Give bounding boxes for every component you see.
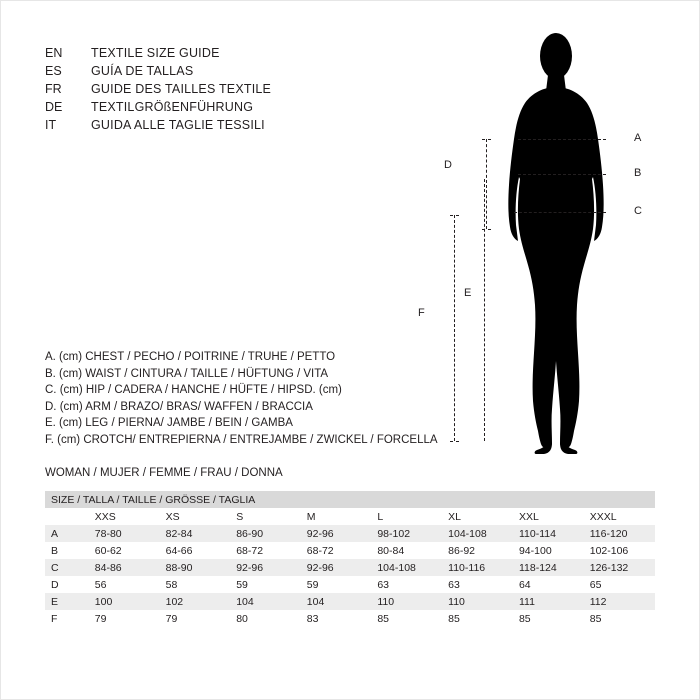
table-row xyxy=(45,610,655,627)
cell: 84-86 xyxy=(89,559,160,576)
cell: 102-106 xyxy=(584,542,655,559)
legend-item: F. (cm) CROTCH/ ENTREPIERNA / ENTREJAMBE / ZWICKEL / FORCELLA xyxy=(45,433,438,446)
cell: 112 xyxy=(584,593,655,610)
marker-label-c: C xyxy=(634,205,642,217)
table-header-label: SIZE / TALLA / TAILLE / GRÖSSE / TAGLIA xyxy=(45,491,655,508)
row-label: F xyxy=(45,610,89,627)
language-title-block xyxy=(45,45,375,135)
cell: 104 xyxy=(230,593,301,610)
cell: 110-116 xyxy=(442,559,513,576)
column-header: M xyxy=(301,508,372,525)
measurement-figure xyxy=(418,29,671,469)
cell: 68-72 xyxy=(301,542,372,559)
size-table xyxy=(45,491,655,627)
cell: 118-124 xyxy=(513,559,584,576)
cell: 65 xyxy=(584,576,655,593)
cell: 59 xyxy=(230,576,301,593)
cell: 56 xyxy=(89,576,160,593)
column-header: XS xyxy=(160,508,231,525)
marker-cap-d-top xyxy=(482,139,491,140)
column-header: XXXL xyxy=(584,508,655,525)
cell: 110 xyxy=(442,593,513,610)
legend-item: A. (cm) CHEST / PECHO / POITRINE / TRUHE / PETTO xyxy=(45,351,336,363)
cell: 98-102 xyxy=(371,525,442,542)
cell: 111 xyxy=(513,593,584,610)
cell: 85 xyxy=(513,610,584,627)
marker-line-d xyxy=(486,139,487,229)
woman-silhouette-icon xyxy=(456,29,671,469)
cell: 110 xyxy=(371,593,442,610)
language-row xyxy=(45,45,375,62)
table-column-row xyxy=(45,508,655,525)
column-header: S xyxy=(230,508,301,525)
marker-cap-f-top xyxy=(450,215,459,216)
table-row xyxy=(45,559,655,576)
cell: 102 xyxy=(160,593,231,610)
language-code: EN xyxy=(45,46,63,60)
cell: 85 xyxy=(584,610,655,627)
cell: 64 xyxy=(513,576,584,593)
cell: 104-108 xyxy=(442,525,513,542)
cell: 104 xyxy=(301,593,372,610)
marker-line-e xyxy=(484,179,485,441)
cell: 60-62 xyxy=(89,542,160,559)
cell: 92-96 xyxy=(301,525,372,542)
marker-line-b xyxy=(518,174,606,175)
cell: 63 xyxy=(371,576,442,593)
cell: 58 xyxy=(160,576,231,593)
marker-label-e: E xyxy=(464,287,472,299)
cell: 68-72 xyxy=(230,542,301,559)
marker-label-d: D xyxy=(444,159,452,171)
table-row xyxy=(45,525,655,542)
cell: 80 xyxy=(230,610,301,627)
row-label: B xyxy=(45,542,89,559)
table-row xyxy=(45,542,655,559)
language-row xyxy=(45,63,375,80)
cell: 92-96 xyxy=(230,559,301,576)
marker-label-f: F xyxy=(418,307,425,319)
cell: 126-132 xyxy=(584,559,655,576)
gender-line: WOMAN / MUJER / FEMME / FRAU / DONNA xyxy=(45,467,283,479)
language-title: TEXTILE SIZE GUIDE xyxy=(91,46,220,60)
column-header: L xyxy=(371,508,442,525)
size-table-wrapper xyxy=(45,491,655,627)
row-label: D xyxy=(45,576,89,593)
cell: 104-108 xyxy=(371,559,442,576)
cell: 88-90 xyxy=(160,559,231,576)
cell: 63 xyxy=(442,576,513,593)
language-row xyxy=(45,99,375,116)
language-code: IT xyxy=(45,118,57,132)
column-header: XL xyxy=(442,508,513,525)
table-header-band xyxy=(45,491,655,508)
cell: 83 xyxy=(301,610,372,627)
table-row xyxy=(45,576,655,593)
cell: 64-66 xyxy=(160,542,231,559)
row-label: E xyxy=(45,593,89,610)
language-code: DE xyxy=(45,100,63,114)
cell: 79 xyxy=(89,610,160,627)
row-label: C xyxy=(45,559,89,576)
row-label: A xyxy=(45,525,89,542)
cell: 78-80 xyxy=(89,525,160,542)
marker-line-c xyxy=(514,212,606,213)
language-code: ES xyxy=(45,64,62,78)
cell: 94-100 xyxy=(513,542,584,559)
table-row xyxy=(45,593,655,610)
language-title: GUIDA ALLE TAGLIE TESSILI xyxy=(91,118,265,132)
cell: 116-120 xyxy=(584,525,655,542)
cell: 79 xyxy=(160,610,231,627)
language-row xyxy=(45,81,375,98)
language-title: TEXTILGRÖßENFÜHRUNG xyxy=(91,100,254,114)
cell: 85 xyxy=(371,610,442,627)
cell: 110-114 xyxy=(513,525,584,542)
cell: 85 xyxy=(442,610,513,627)
language-row xyxy=(45,117,375,134)
cell: 59 xyxy=(301,576,372,593)
marker-label-b: B xyxy=(634,167,642,179)
language-title: GUIDE DES TAILLES TEXTILE xyxy=(91,82,272,96)
marker-label-a: A xyxy=(634,132,642,144)
cell: 92-96 xyxy=(301,559,372,576)
cell: 100 xyxy=(89,593,160,610)
cell: 80-84 xyxy=(371,542,442,559)
legend-item: D. (cm) ARM / BRAZO/ BRAS/ WAFFEN / BRACCIA xyxy=(45,400,313,413)
legend-item: B. (cm) WAIST / CINTURA / TAILLE / HÜFTUNG / VITA xyxy=(45,367,329,380)
cell: 86-90 xyxy=(230,525,301,542)
column-header: XXL xyxy=(513,508,584,525)
cell: 86-92 xyxy=(442,542,513,559)
table-corner-cell xyxy=(45,508,89,525)
legend-item: C. (cm) HIP / CADERA / HANCHE / HÜFTE / HIPSD. (cm) xyxy=(45,384,342,396)
cell: 82-84 xyxy=(160,525,231,542)
column-header: XXS xyxy=(89,508,160,525)
legend-item: E. (cm) LEG / PIERNA/ JAMBE / BEIN / GAMBA xyxy=(45,417,293,429)
marker-line-a xyxy=(518,139,606,140)
measurement-legend xyxy=(45,349,465,448)
language-code: FR xyxy=(45,82,62,96)
language-title: GUÍA DE TALLAS xyxy=(91,64,194,78)
